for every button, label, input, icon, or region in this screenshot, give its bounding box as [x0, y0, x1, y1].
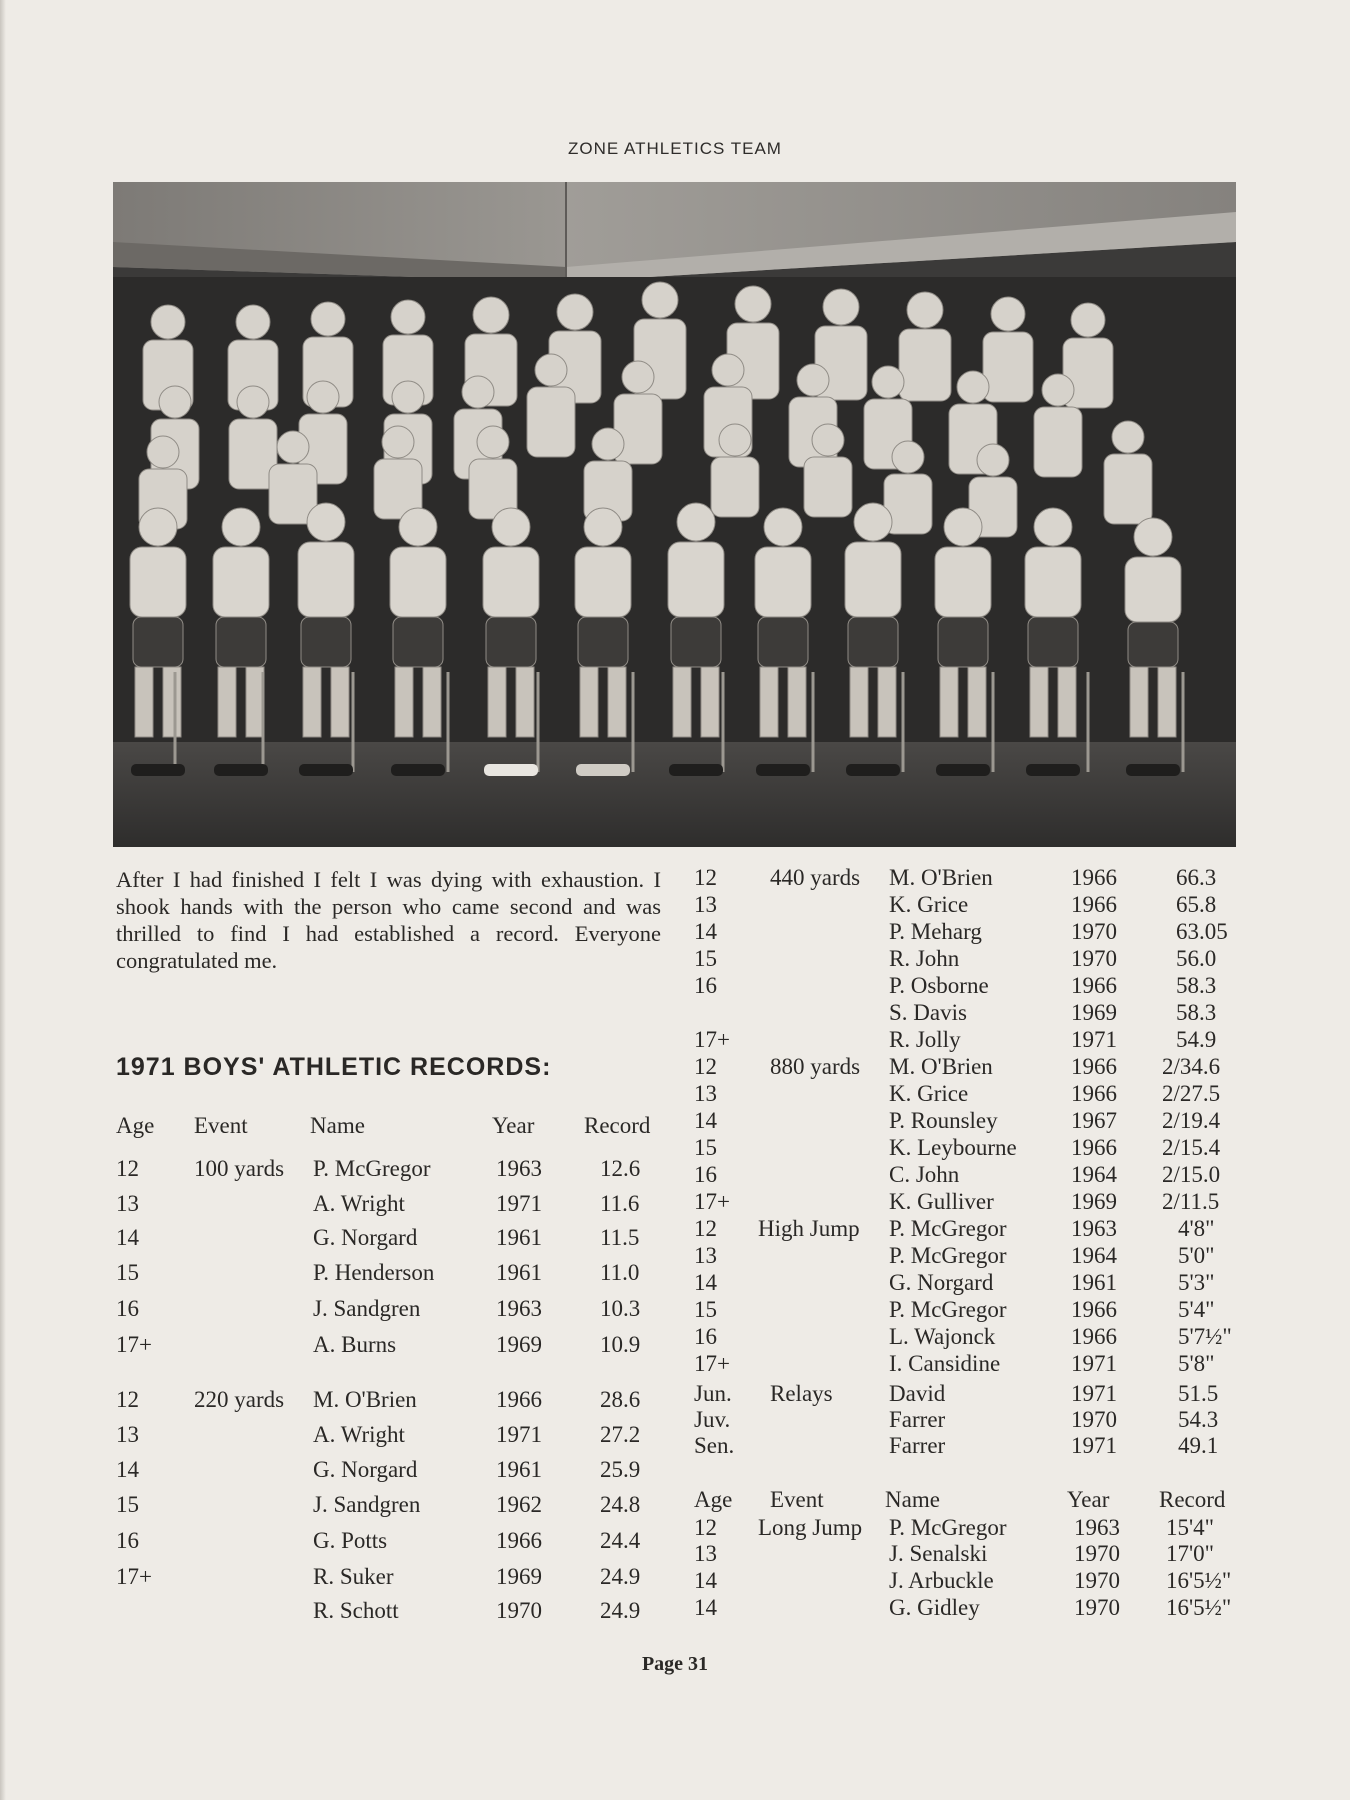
row-name: G. Norgard [313, 1457, 418, 1482]
row-record: 56.0 [1176, 946, 1217, 971]
row-age: 15 [116, 1260, 139, 1285]
row-year: 1961 [496, 1225, 542, 1250]
row-year: 1966 [1071, 973, 1117, 998]
row-record: 12.6 [600, 1156, 641, 1181]
row-name: M. O'Brien [889, 1054, 993, 1079]
row-year: 1971 [496, 1422, 542, 1447]
row-name: S. Davis [889, 1000, 967, 1025]
row-record: 24.8 [600, 1492, 641, 1517]
row-year: 1966 [1071, 1324, 1117, 1349]
header-age: Age [694, 1487, 733, 1512]
row-age: 16 [116, 1296, 139, 1321]
row-record: 10.3 [600, 1296, 641, 1321]
row-record: 49.1 [1178, 1433, 1219, 1458]
row-year: 1963 [1071, 1216, 1117, 1241]
header-name: Name [310, 1113, 365, 1138]
row-age: 14 [694, 919, 717, 944]
header-record: Record [1159, 1487, 1226, 1512]
row-name: A. Wright [313, 1191, 405, 1216]
row-age: 17+ [694, 1189, 730, 1214]
row-year: 1969 [496, 1564, 542, 1589]
row-age: 13 [116, 1191, 139, 1216]
section-title: 1971 BOYS' ATHLETIC RECORDS: [116, 1053, 552, 1081]
row-age: 12 [116, 1156, 139, 1181]
row-year: 1963 [1074, 1515, 1120, 1540]
row-name: P. McGregor [313, 1156, 431, 1181]
row-event: 880 yards [770, 1054, 861, 1079]
row-age: 13 [694, 1541, 717, 1566]
row-record: 2/15.4 [1162, 1135, 1221, 1160]
row-age: 13 [694, 892, 717, 917]
row-name: I. Cansidine [889, 1351, 1001, 1376]
row-name: P. Rounsley [889, 1108, 998, 1133]
row-age: 16 [694, 1324, 717, 1349]
row-year: 1971 [1071, 1433, 1117, 1458]
row-age: 13 [116, 1422, 139, 1447]
row-age: 14 [694, 1108, 717, 1133]
header-event: Event [194, 1113, 248, 1138]
row-name: R. Jolly [889, 1027, 961, 1052]
row-year: 1971 [1071, 1351, 1117, 1376]
row-name: K. Leybourne [889, 1135, 1017, 1160]
row-record: 15'4" [1166, 1515, 1215, 1540]
row-name: K. Grice [889, 1081, 969, 1106]
team-photo-illustration [113, 182, 1236, 847]
row-record: 24.9 [600, 1564, 641, 1589]
row-record: 5'4" [1178, 1297, 1215, 1322]
row-name: R. Suker [313, 1564, 394, 1589]
row-age: 12 [694, 1054, 717, 1079]
row-year: 1966 [1071, 865, 1117, 890]
header-record: Record [584, 1113, 651, 1138]
row-age: 15 [694, 1135, 717, 1160]
row-name: R. Schott [313, 1598, 399, 1623]
row-year: 1963 [496, 1296, 542, 1321]
row-record: 2/27.5 [1162, 1081, 1221, 1106]
row-record: 51.5 [1178, 1381, 1219, 1406]
row-record: 4'8" [1178, 1216, 1215, 1241]
row-year: 1966 [1071, 1297, 1117, 1322]
row-year: 1961 [496, 1260, 542, 1285]
row-name: P. Meharg [889, 919, 982, 944]
row-record: 54.9 [1176, 1027, 1217, 1052]
row-year: 1966 [1071, 1135, 1117, 1160]
row-year: 1971 [1071, 1381, 1117, 1406]
row-record: 5'8" [1178, 1351, 1215, 1376]
row-year: 1970 [1071, 946, 1117, 971]
row-record: 24.9 [600, 1598, 641, 1623]
row-year: 1966 [1071, 1054, 1117, 1079]
row-record: 54.3 [1178, 1407, 1219, 1432]
row-age: 12 [694, 865, 717, 890]
row-record: 2/19.4 [1162, 1108, 1221, 1133]
row-name: M. O'Brien [313, 1387, 417, 1412]
row-year: 1970 [1071, 1407, 1117, 1432]
row-year: 1970 [496, 1598, 542, 1623]
row-year: 1970 [1074, 1568, 1120, 1593]
row-name: G. Norgard [313, 1225, 418, 1250]
row-age: 14 [116, 1225, 139, 1250]
row-age: Jun. [694, 1381, 732, 1406]
row-name: P. McGregor [889, 1243, 1007, 1268]
row-age: Juv. [694, 1407, 731, 1432]
intro-paragraph: After I had finished I felt I was dying with exhaustion. I shook hands with the person who came second and was thrilled to find I had established a record. Everyone congratulated me. [116, 867, 661, 973]
row-record: 58.3 [1176, 1000, 1217, 1025]
row-event: Long Jump [758, 1515, 863, 1540]
row-age: 14 [116, 1457, 139, 1482]
page-header-title: ZONE ATHLETICS TEAM [568, 139, 782, 158]
row-name: A. Wright [313, 1422, 405, 1447]
row-year: 1964 [1071, 1243, 1117, 1268]
row-record: 65.8 [1176, 892, 1217, 917]
row-name: G. Potts [313, 1528, 388, 1553]
row-record: 16'5½" [1166, 1568, 1232, 1593]
row-name: J. Sandgren [313, 1296, 421, 1321]
row-age: 16 [116, 1528, 139, 1553]
row-year: 1969 [1071, 1000, 1117, 1025]
row-name: P. Henderson [313, 1260, 435, 1285]
row-name: P. Osborne [889, 973, 989, 998]
row-record: 28.6 [600, 1387, 641, 1412]
header-year: Year [1067, 1487, 1110, 1512]
row-name: P. McGregor [889, 1216, 1007, 1241]
row-age: 12 [694, 1216, 717, 1241]
row-year: 1971 [1071, 1027, 1117, 1052]
row-record: 11.0 [600, 1260, 640, 1285]
row-record: 66.3 [1176, 865, 1217, 890]
row-record: 17'0" [1166, 1541, 1215, 1566]
row-record: 10.9 [600, 1332, 641, 1357]
row-age: 13 [694, 1243, 717, 1268]
row-name: M. O'Brien [889, 865, 993, 890]
row-record: 2/11.5 [1162, 1189, 1220, 1214]
header-name: Name [885, 1487, 940, 1512]
header-age: Age [116, 1113, 155, 1138]
row-age: 12 [694, 1515, 717, 1540]
row-age: 14 [694, 1595, 717, 1620]
row-year: 1970 [1071, 919, 1117, 944]
row-name: R. John [889, 946, 960, 971]
row-name: David [889, 1381, 946, 1406]
row-age: 15 [694, 1297, 717, 1322]
row-year: 1964 [1071, 1162, 1117, 1187]
row-record: 5'0" [1178, 1243, 1215, 1268]
row-record: 58.3 [1176, 973, 1217, 998]
row-age: 17+ [694, 1351, 730, 1376]
row-record: 25.9 [600, 1457, 641, 1482]
row-year: 1966 [1071, 892, 1117, 917]
row-record: 11.6 [600, 1191, 640, 1216]
row-age: 16 [694, 1162, 717, 1187]
row-age: 14 [694, 1270, 717, 1295]
row-event: 100 yards [194, 1156, 285, 1181]
row-event: High Jump [758, 1216, 860, 1241]
row-record: 5'7½" [1178, 1324, 1232, 1349]
row-year: 1967 [1071, 1108, 1117, 1133]
row-name: K. Grice [889, 892, 969, 917]
row-year: 1966 [496, 1528, 542, 1553]
row-name: P. McGregor [889, 1297, 1007, 1322]
row-year: 1961 [1071, 1270, 1117, 1295]
row-record: 2/15.0 [1162, 1162, 1221, 1187]
row-age: 15 [116, 1492, 139, 1517]
row-age: 14 [694, 1568, 717, 1593]
row-year: 1969 [1071, 1189, 1117, 1214]
row-name: J. Arbuckle [889, 1568, 994, 1593]
row-name: K. Gulliver [889, 1189, 994, 1214]
row-year: 1970 [1074, 1541, 1120, 1566]
row-name: G. Gidley [889, 1595, 980, 1620]
row-year: 1966 [496, 1387, 542, 1412]
team-photo [113, 182, 1236, 847]
row-record: 5'3" [1178, 1270, 1215, 1295]
row-age: 12 [116, 1387, 139, 1412]
header-year: Year [492, 1113, 535, 1138]
row-year: 1969 [496, 1332, 542, 1357]
page-number: Page 31 [641, 1653, 709, 1675]
row-record: 2/34.6 [1162, 1054, 1221, 1079]
row-event: 220 yards [194, 1387, 285, 1412]
row-record: 11.5 [600, 1225, 640, 1250]
row-name: C. John [889, 1162, 960, 1187]
row-year: 1963 [496, 1156, 542, 1181]
row-year: 1962 [496, 1492, 542, 1517]
row-name: Farrer [889, 1433, 946, 1458]
row-name: L. Wajonck [889, 1324, 996, 1349]
row-age: Sen. [694, 1433, 735, 1458]
row-age: 17+ [116, 1564, 152, 1589]
row-record: 16'5½" [1166, 1595, 1232, 1620]
row-event: 440 yards [770, 865, 861, 890]
row-age: 15 [694, 946, 717, 971]
row-name: Farrer [889, 1407, 946, 1432]
row-record: 24.4 [600, 1528, 641, 1553]
row-year: 1966 [1071, 1081, 1117, 1106]
row-age: 17+ [116, 1332, 152, 1357]
row-name: G. Norgard [889, 1270, 994, 1295]
row-age: 17+ [694, 1027, 730, 1052]
row-age: 16 [694, 973, 717, 998]
row-event: Relays [770, 1381, 833, 1406]
row-name: J. Senalski [889, 1541, 988, 1566]
row-name: J. Sandgren [313, 1492, 421, 1517]
row-record: 27.2 [600, 1422, 641, 1447]
row-age: 13 [694, 1081, 717, 1106]
row-record: 63.05 [1176, 919, 1228, 944]
row-year: 1961 [496, 1457, 542, 1482]
row-year: 1971 [496, 1191, 542, 1216]
row-name: A. Burns [313, 1332, 397, 1357]
header-event: Event [770, 1487, 824, 1512]
row-year: 1970 [1074, 1595, 1120, 1620]
page-edge [0, 0, 6, 1800]
row-name: P. McGregor [889, 1515, 1007, 1540]
